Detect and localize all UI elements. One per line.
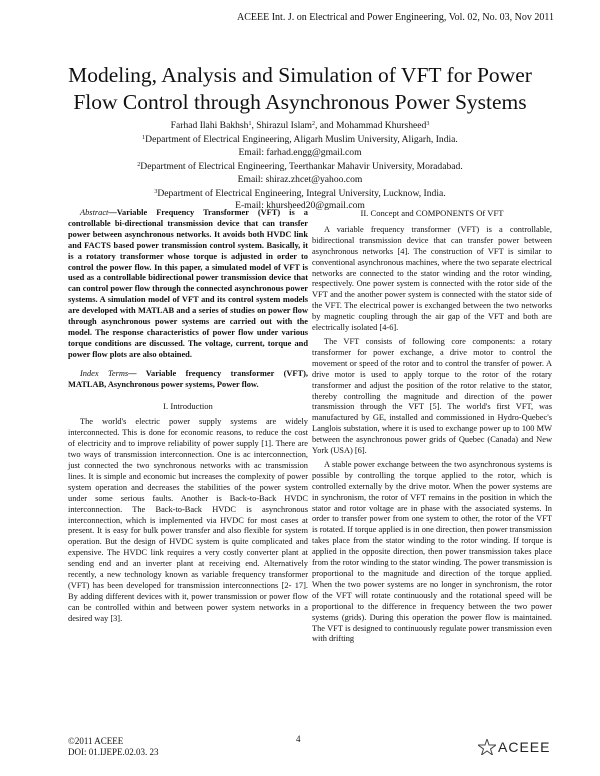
star-logo-icon [478, 739, 496, 755]
page-number: 4 [296, 734, 301, 744]
index-terms: Index Terms— Variable frequency transformer (VFT), MATLAB, Asynchronous power systems, Power flow. [68, 368, 308, 389]
email-1: Email: farhad.engg@gmail.com [238, 146, 362, 158]
footer-info [68, 736, 159, 758]
email-2: Email: shiraz.zhcet@yahoo.com [237, 173, 363, 185]
footer-copyright: ©2011 ACEEE [68, 736, 124, 746]
logo-text: ACEEE [498, 739, 551, 755]
affiliation-3: $^3$Department of Electrical Engineering, Integral University, Lucknow, India. [154, 188, 446, 200]
abstract: Abstract—Variable Frequency Transformer (VFT) is a controllable bi-directional transmission device that can transfer power between asynchronous networks. It avoids both HVDC link and FACTS based power transmission control system. Basically, it is a rotatory transformer whose torque is adjusted in order to control the power flow. In this paper, a simulated model of VFT is used as a controllable bidirectional power transmission device that can control power flow through the connected asynchronous power systems. A simulation model of VFT and its control system models are developed with MATLAB and a series of studies on power flow through asynchronous power systems are carried out with the model. The response characteristics of power flow under various torque conditions are discussed. The voltage, current, torque and power flow plots are also obtained. [68, 208, 308, 359]
section-heading-introduction: I. Introduction [163, 400, 213, 411]
left-column [68, 208, 308, 628]
email-3: E-mail: khursheed20@gmail.com [235, 200, 365, 212]
paper-title [0, 62, 600, 116]
title-line-1: Modeling, Analysis and Simulation of VFT for Power [68, 63, 532, 87]
author-block [0, 118, 600, 213]
affiliation-2: $^2$Department of Electrical Engineering, Teerthankar Mahavir University, Moradabad. [137, 161, 463, 173]
sec2-paragraph-1: A variable frequency transformer (VFT) is a controllable, bidirectional transmission device that can transfer power between asynchronous networks [4]. The construction of VFT is similar to conventional asynchronous machines, where the two separate electrical networks are connected to the stator winding and the rotor winding, respectively. One power system is connected with the rotor side of the VFT and the another power system is connected with the stator side of the VFT. The electrical power is exchanged between the two networks by magnetic coupling through the air gap of the VFT and both are electrically isolated [4-6]. [312, 224, 552, 333]
author-names: Farhad Ilahi Bakhsh$^1$, Shirazul Islam$^2$, and Mohammad Khursheed$^3$ [170, 120, 430, 131]
title-line-2: Flow Control through Asynchronous Power Systems [73, 90, 527, 114]
aceee-logo [478, 739, 550, 755]
section-heading-concept: II. Concept and COMPONENTS Of VFT [360, 208, 504, 218]
right-column [312, 208, 552, 648]
intro-paragraph: The world's electric power supply systems are widely interconnected. This is done for economic reasons, to reduce the cost of electricity and to improve reliability of power supply [1]. There are two ways of transmission interconnection. One is ac interconnection, just connected the two synchronous networks with ac transmission lines. It is simple and economic but increases the complexity of power system operation and decreases the stabilities of the power system under some serious faults. Another is Back-to-Back HVDC interconnection. The Back-to-Back HVDC is asynchronous interconnection, which is implemented via HVDC for most cases at present. It is easy for bulk power transfer and also flexible for system operation. But the design of HVDC system is quite complicated and expensive. The HVDC link requires a very costly converter plant at sending end and an inverter plant at receiving end. Alternatively recently, a new technology known as variable frequency transformer (VFT) has been developed for transmission interconnections [2- 17]. By adding different devices with it, power transmission or power flow can be controlled within and between power system networks in a desired way [3]. [68, 417, 308, 623]
affiliation-1: $^1$Department of Electrical Engineering, Aligarh Muslim University, Aligarh, India. [142, 134, 458, 146]
sec2-paragraph-3: A stable power exchange between the two asynchronous systems is possible by controlling the torque applied to the rotor, which is controlled externally by the drive motor. When the power systems are in synchronism, the rotor of VFT remains in the position in which the stator and rotor voltage are in phase with the associated systems. In order to transfer power from one system to other, the rotor of the VFT is rotated. If torque applied is in one direction, then power transmission takes place from the stator winding to the rotor winding. If torque is applied in the opposite direction, then power transmission takes place from the rotor winding to the stator winding. The power transmission is proportional to the magnitude and direction of the torque applied. When the two power systems are no longer in synchronism, the rotor of the VFT will rotate continuously and the rotational speed will be proportional to the difference in frequency between the two power systems (grids). During this operation the power flow is maintained. The VFT is designed to continuously regulate power transmission even with drifting [312, 459, 552, 644]
sec2-paragraph-2: The VFT consists of following core components: a rotary transformer for power exchange, a drive motor to control the movement or speed of the rotor and to control the transfer of power. A drive motor is used to apply torque to the rotor of the rotary transformer and adjust the position of the rotor relative to the stator, thereby controlling the magnitude and direction of the power transmission through the VFT [5]. The world's first VFT, was manufactured by GE, installed and commissioned in Hydro-Quebec's Langlois substation, where it is used to exchange power up to 100 MW between the asynchronous power grids of Quebec (Canada) and New York (USA) [6]. [312, 336, 552, 456]
footer-doi: DOI: 01.IJEPE.02.03. 23 [68, 747, 159, 757]
journal-header: ACEEE Int. J. on Electrical and Power Engineering, Vol. 02, No. 03, Nov 2011 [237, 12, 554, 23]
